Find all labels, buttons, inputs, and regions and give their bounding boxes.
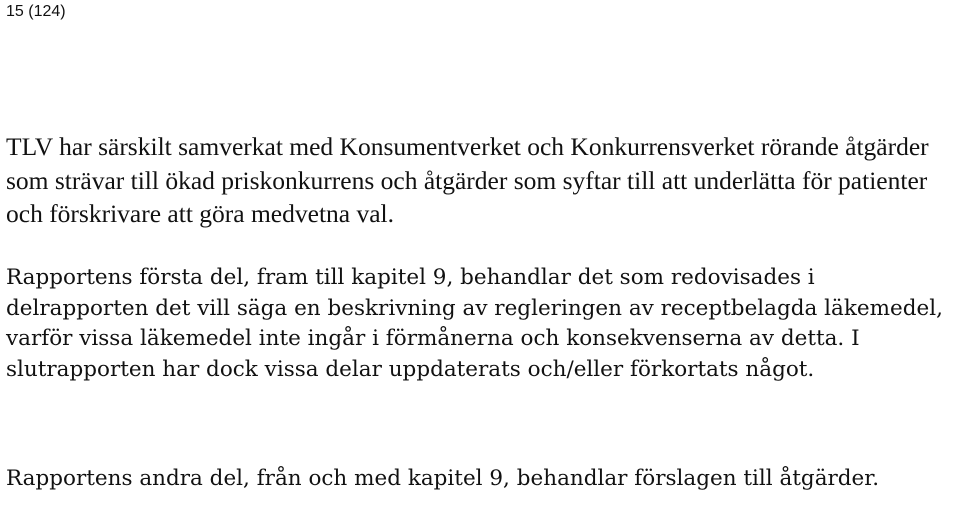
paragraph-collaboration: TLV har särskilt samverkat med Konsumentverket och Konkurrensverket rörande åtgärder som strävar till ökad priskonkurrens och åtgärder som syftar till att underlätta för patienter och förskrivare att göra medvetna val. bbox=[6, 132, 929, 228]
page-number: 15 (124) bbox=[6, 3, 66, 20]
paragraph-report-first-part: Rapportens första del, fram till kapitel 9, behandlar det som redovisades i delrapporten det vill säga en beskrivning av regleringen av receptbelagda läkemedel, varför vissa läkemedel inte ingår i förmånerna och konsekvenserna av detta. I slutrapporten har dock vissa delar uppdaterats och/eller förkortats något. bbox=[6, 265, 943, 382]
paragraph-report-second-part: Rapportens andra del, från och med kapitel 9, behandlar förslagen till åtgärder. bbox=[6, 466, 880, 491]
